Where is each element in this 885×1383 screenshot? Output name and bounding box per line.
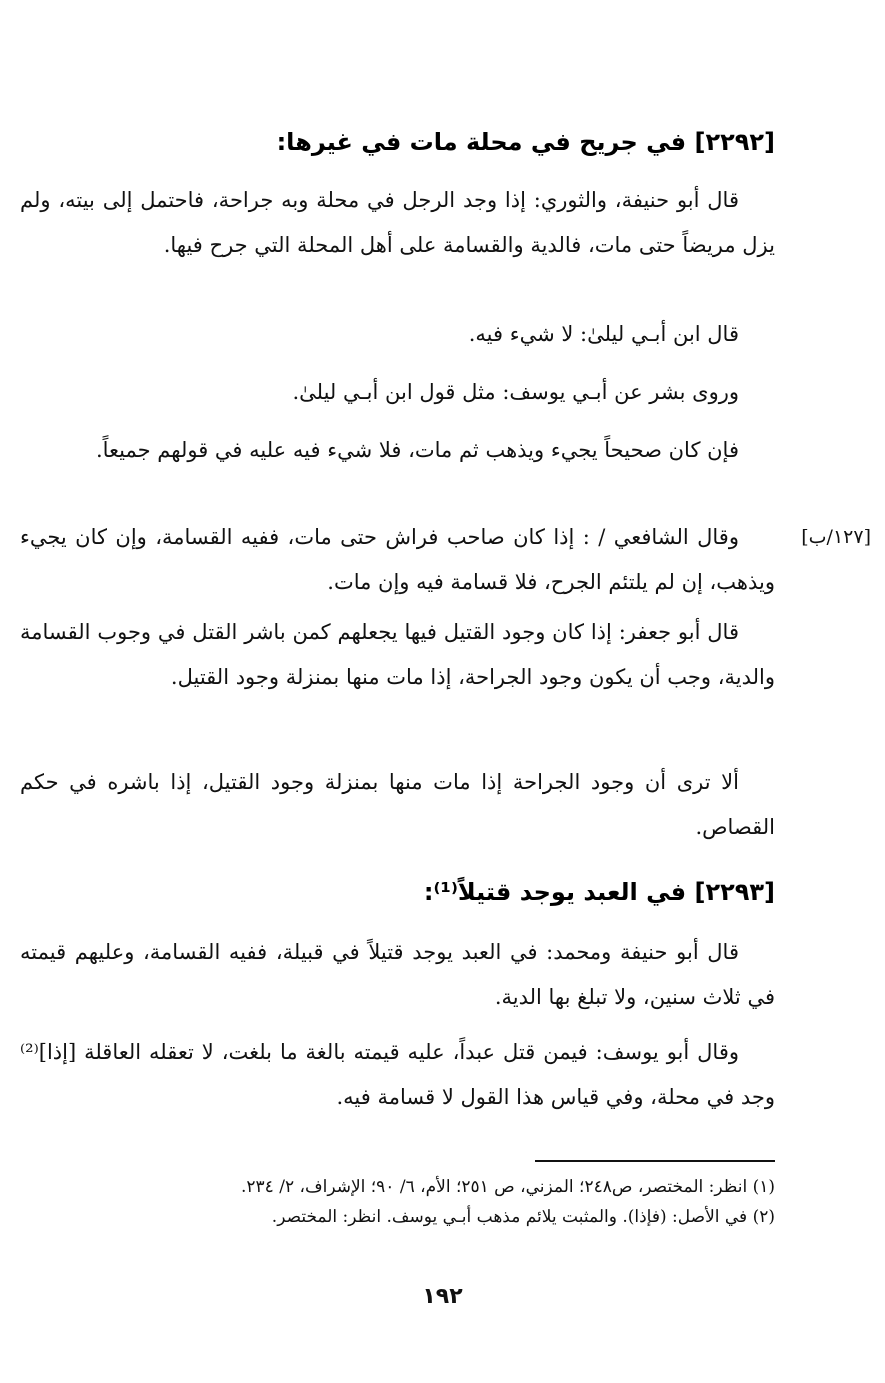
- paragraph-4: فإن كان صحيحاً يجيء ويذهب ثم مات، فلا شيء فيه عليه في قولهم جميعاً.: [95, 438, 739, 462]
- section-heading-2292: [٢٢٩٢] في جريح في محلة مات في غيرها:: [276, 128, 775, 156]
- paragraph-7: ألا ترى أن وجود الجراحة إذا مات منها بمنزلة وجود القتيل، إذا باشره في حكم القصاص.: [20, 770, 775, 839]
- paragraph-9: وقال أبو يوسف: فيمن قتل عبداً، عليه قيمته بالغة ما بلغت، لا تعقله العاقلة [إذا]⁽²⁾ وجد في محلة، وفي قياس هذا القول لا قسامة فيه.: [20, 1040, 775, 1109]
- paragraph-2: قال ابن أبـي ليلىٰ: لا شيء فيه.: [468, 322, 739, 346]
- paragraph-5: وقال الشافعي / : إذا كان صاحب فراش حتى مات، ففيه القسامة، وإن كان يجيء ويذهب، إن لم يلتئم الجرح، فلا قسامة فيه وإن مات.: [20, 525, 775, 594]
- page-number: ١٩٢: [422, 1284, 463, 1309]
- paragraph-3: وروى بشر عن أبـي يوسف: مثل قول ابن أبـي ليلىٰ.: [292, 380, 739, 404]
- manuscript-folio-marker: [١٢٧/ب]: [801, 526, 871, 548]
- paragraph-1: قال أبو حنيفة، والثوري: إذا وجد الرجل في محلة وبه جراحة، فاحتمل إلى بيته، ولم يزل مريضاً حتى مات، فالدية والقسامة على أهل المحلة التي جرح فيها.: [20, 188, 775, 257]
- footnote-2: (٢) في الأصل: (فإذا). والمثبت يلائم مذهب أبـي يوسف. انظر: المختصر.: [271, 1207, 775, 1227]
- section-heading-2293: [٢٢٩٣] في العبد يوجد قتيلاً⁽¹⁾:: [423, 878, 775, 906]
- footnotes: [20, 1172, 775, 1232]
- paragraph-8: قال أبو حنيفة ومحمد: في العبد يوجد قتيلاً في قبيلة، ففيه القسامة، وعليهم قيمته في ثلاث سنين، ولا تبلغ بها الدية.: [20, 940, 775, 1009]
- paragraph-6: قال أبو جعفر: إذا كان وجود القتيل فيها يجعلهم كمن باشر القتل في وجوب القسامة والدية، وجب أن يكون وجود الجراحة، إذا مات منها بمنزلة وجود القتيل.: [20, 620, 775, 689]
- footnote-1: (١) انظر: المختصر، ص٢٤٨؛ المزني، ص ٢٥١؛ الأم، ٦/ ٩٠؛ الإشراف، ٢/ ٢٣٤.: [240, 1177, 775, 1197]
- footnote-separator: [535, 1160, 775, 1162]
